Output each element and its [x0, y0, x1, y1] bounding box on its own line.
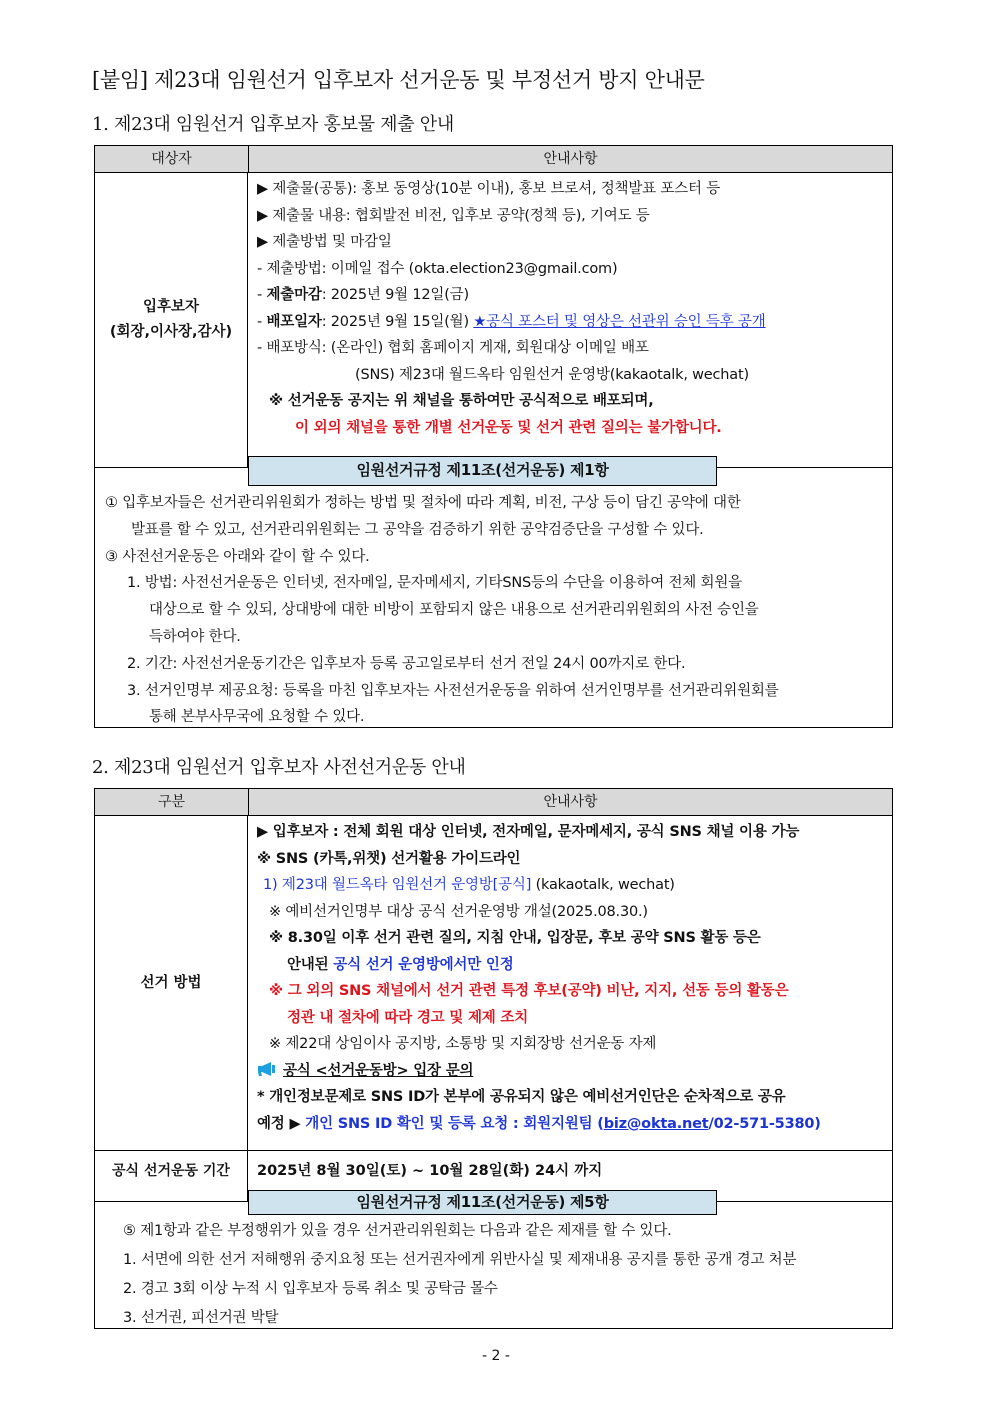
regulation-section [95, 1193, 892, 1330]
official-room-line: 1) 제23대 월드옥타 임원선거 운영방[공식] (kakaotalk, wechat) [263, 877, 675, 893]
distribution-date: - 배포일자: 2025년 9월 15일(월) ★공식 포스터 및 영상은 선관위 승인 득후 공개 [257, 313, 766, 330]
table-row [95, 173, 892, 468]
regulation-body: ① 입후보자들은 선거관리위원회가 정하는 방법 및 절차에 따라 계획, 비전, 구상 등이 담긴 공약에 대한 발표를 할 수 있고, 선거관리위원회는 그 공약을 검증하기 위한 공약검증단을 구성할 수 있다. ③ 사전선거운동은 아래와 같이 할 수 있다. 1. 방법: 사전선거운동은 인터넷, 전자메일, 문자메세지, 기타SNS등의 수단을 이용하여 전체 회원을 대상으로 할 수 있되, 상대방에 대한 비방이 포함되지 않은 내용으로 선거관리위원회의 사전 승인을 득하여야 한다. 2. 기간: 사전선거운동기간은 입후보자 등록 공고일로부터 선거 전일 24시 00까지로 한다. 3. 선거인명부 제공요청: 등록을 마친 입후보자는 사전선거운동을 위하여 선거인명부를 선거관리위원회를 통해 본부사무국에 요청할 수 있다. [105, 495, 779, 726]
header-guidance: 안내사항 [543, 794, 598, 810]
method-label: 선거 방법 [95, 816, 248, 1150]
contact-line: 예정 ▶ 개인 SNS ID 확인 및 등록 요청 : 회원지원팀 (biz@okta.net/02-571-5380) [257, 1115, 821, 1132]
distribution-method: - 배포방식: (온라인) 협회 홈페이지 게재, 회원대상 이메일 배포 [257, 340, 649, 356]
list-item: ▶ 제출방법 및 마감일 [257, 234, 392, 250]
list-item: ▶ 제출물(공통): 홍보 동영상(10분 이내), 홍보 브로셔, 정책발표 포스터 등 [257, 181, 720, 197]
period-value: 2025년 8월 30일(토) ~ 10월 28일(화) 24시 까지 [257, 1163, 603, 1179]
list-item: ▶ 제출물 내용: 협회발전 비전, 입후보 공약(정책 등), 기여도 등 [257, 207, 650, 224]
section-1-table [94, 145, 893, 728]
section-2-title: 2. 제23대 임원선거 입후보자 사전선거운동 안내 [92, 757, 466, 778]
list-item: ※ 예비선거인명부 대상 공식 선거운영방 개설(2025.08.30.) [269, 903, 648, 920]
notice-line: ※ 선거운동 공지는 위 채널을 통하여만 공식적으로 배포되며, [269, 393, 654, 409]
regulation-title: 임원선거규정 제11조(선거운동) 제5항 [248, 1190, 717, 1215]
section-1-title: 1. 제23대 임원선거 입후보자 홍보물 제출 안내 [92, 114, 454, 135]
target-roles: (회장,이사장,감사) [109, 324, 233, 340]
method-cell [248, 816, 892, 1150]
table-row [95, 816, 892, 1151]
guidance-cell [248, 173, 892, 467]
target-cell [95, 173, 248, 467]
regulation-section [95, 461, 892, 728]
document-title: [붙임] 제23대 임원선거 입후보자 선거운동 및 부정선거 방지 안내문 [92, 68, 705, 92]
warning-line: 이 외의 채널을 통한 개별 선거운동 및 선거 관련 질의는 불가합니다. [295, 419, 722, 436]
warning-line: ※ 그 외의 SNS 채널에서 선거 관련 특정 후보(공약) 비난, 지지, 선동 등의 활동은 [269, 983, 789, 999]
header-category: 구분 [95, 789, 249, 815]
table-header [95, 789, 892, 816]
header-guidance: 안내사항 [543, 151, 598, 167]
distribution-sns: (SNS) 제23대 월드옥타 임원선거 운영방(kakaotalk, wechat) [355, 366, 749, 383]
target-label: 입후보자 [142, 299, 199, 315]
contact-email-link[interactable]: biz@okta.net [603, 1115, 709, 1132]
list-item: ※ 8.30일 이후 선거 관련 질의, 지침 안내, 입장문, 후보 공약 SNS 활동 등은 [269, 930, 761, 946]
list-item: ※ 제22대 상임이사 공지방, 소통방 및 지회장방 선거운동 자제 [269, 1036, 657, 1052]
list-item: * 개인정보문제로 SNS ID가 본부에 공유되지 않은 예비선거인단은 순차적으로 공유 [257, 1089, 786, 1105]
period-label: 공식 선거운동 기간 [95, 1151, 248, 1201]
megaphone-icon [257, 1060, 277, 1076]
approval-note-link[interactable]: ★공식 포스터 및 영상은 선관위 승인 득후 공개 [473, 313, 766, 330]
list-item: ▶ 입후보자 : 전체 회원 대상 인터넷, 전자메일, 문자메세지, 공식 SNS 채널 이용 가능 [257, 824, 800, 840]
warning-line: 정관 내 절차에 따라 경고 및 제제 조치 [287, 1009, 529, 1026]
section-2-table [94, 788, 893, 1329]
regulation-title: 임원선거규정 제11조(선거운동) 제1항 [248, 456, 717, 486]
header-target: 대상자 [95, 146, 249, 172]
submission-deadline: - 제출마감: 2025년 9월 12일(금) [257, 287, 469, 303]
list-item: 안내된 공식 선거 운영방에서만 인정 [287, 956, 514, 973]
regulation-body: ⑤ 제1항과 같은 부정행위가 있을 경우 선거관리위원회는 다음과 같은 제재를 할 수 있다. 1. 서면에 의한 선거 저해행위 중지요청 또는 선거권자에게 위반사실 및 제재내용 공지를 통한 공개 경고 처분 2. 경고 3회 이상 누적 시 입후보자 등록 취소 및 공탁금 몰수 3. 선거권, 피선거권 박탈 [123, 1223, 797, 1326]
join-inquiry[interactable]: 공식 <선거운동방> 입장 문의 [257, 1058, 886, 1085]
submission-method: - 제출방법: 이메일 접수 (okta.election23@gmail.com) [257, 260, 618, 277]
table-header [95, 146, 892, 173]
list-item: ※ SNS (카톡,위챗) 선거활용 가이드라인 [257, 850, 521, 867]
page-number: - 2 - [482, 1348, 510, 1364]
